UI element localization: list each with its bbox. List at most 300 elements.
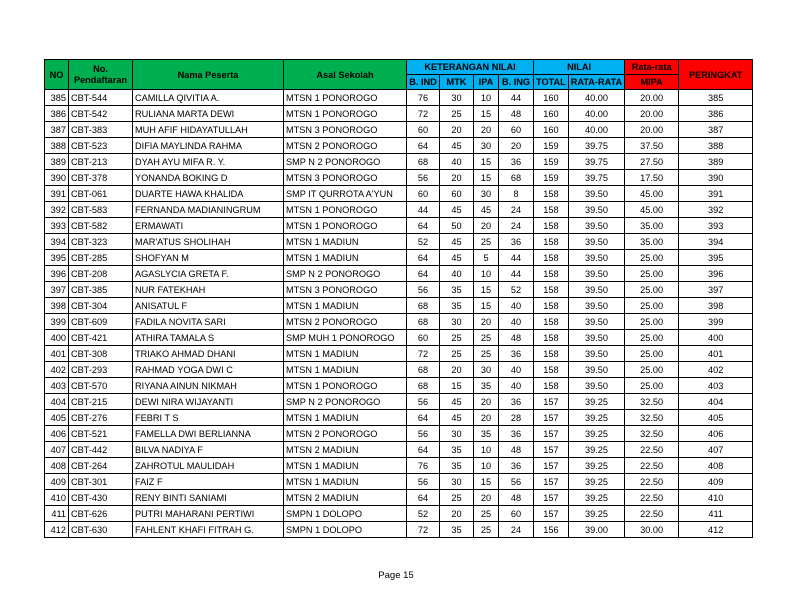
- cell-b-ind: 56: [407, 170, 440, 186]
- cell-rata-rata: 40.00: [568, 122, 624, 138]
- cell-asal-sekolah: MTSN 1 PONOROGO: [284, 90, 407, 106]
- cell-rata-rata: 39.50: [568, 378, 624, 394]
- table-row: [45, 234, 753, 250]
- cell-nama-peserta: FAHLENT KHAFI FITRAH G.: [133, 522, 284, 538]
- cell-b-ing: 24: [499, 218, 534, 234]
- cell-total: 157: [534, 458, 569, 474]
- cell-total: 158: [534, 314, 569, 330]
- cell-no: 387: [45, 122, 69, 138]
- cell-nama-peserta: DEWI NIRA WIJAYANTI: [133, 394, 284, 410]
- cell-mtk: 20: [440, 362, 474, 378]
- cell-total: 160: [534, 106, 569, 122]
- cell-b-ind: 52: [407, 234, 440, 250]
- table-row: [45, 90, 753, 106]
- cell-peringkat: 404: [679, 394, 753, 410]
- cell-no: 393: [45, 218, 69, 234]
- cell-asal-sekolah: MTSN 1 MADIUN: [284, 362, 407, 378]
- cell-mtk: 45: [440, 234, 474, 250]
- cell-mtk: 25: [440, 330, 474, 346]
- cell-b-ind: 72: [407, 346, 440, 362]
- cell-asal-sekolah: MTSN 1 PONOROGO: [284, 378, 407, 394]
- page-number: Page 15: [378, 570, 414, 581]
- cell-total: 158: [534, 330, 569, 346]
- cell-no: 411: [45, 506, 69, 522]
- cell-peringkat: 407: [679, 442, 753, 458]
- cell-no: 408: [45, 458, 69, 474]
- cell-total: 157: [534, 474, 569, 490]
- cell-ipa: 25: [474, 330, 499, 346]
- table-row: [45, 426, 753, 442]
- cell-no-pendaftaran: CBT-293: [69, 362, 133, 378]
- cell-asal-sekolah: MTSN 3 PONOROGO: [284, 170, 407, 186]
- cell-total: 157: [534, 442, 569, 458]
- cell-rata-rata: 39.50: [568, 218, 624, 234]
- table-row: [45, 106, 753, 122]
- cell-b-ing: 36: [499, 458, 534, 474]
- cell-ipa: 15: [474, 282, 499, 298]
- cell-peringkat: 387: [679, 122, 753, 138]
- cell-mtk: 25: [440, 346, 474, 362]
- cell-peringkat: 388: [679, 138, 753, 154]
- cell-no-pendaftaran: CBT-583: [69, 202, 133, 218]
- cell-total: 160: [534, 122, 569, 138]
- cell-rata-rata: 39.75: [568, 170, 624, 186]
- cell-nama-peserta: ATHIRA TAMALA S: [133, 330, 284, 346]
- cell-b-ing: 52: [499, 282, 534, 298]
- cell-asal-sekolah: SMP N 2 PONOROGO: [284, 154, 407, 170]
- cell-no-pendaftaran: CBT-378: [69, 170, 133, 186]
- table-row: [45, 490, 753, 506]
- cell-total: 158: [534, 186, 569, 202]
- cell-asal-sekolah: MTSN 2 PONOROGO: [284, 314, 407, 330]
- cell-rata-rata: 39.25: [568, 490, 624, 506]
- cell-b-ing: 36: [499, 346, 534, 362]
- cell-asal-sekolah: SMPN 1 DOLOPO: [284, 522, 407, 538]
- cell-b-ind: 56: [407, 426, 440, 442]
- cell-b-ind: 64: [407, 266, 440, 282]
- cell-b-ing: 8: [499, 186, 534, 202]
- table-row: [45, 170, 753, 186]
- cell-total: 158: [534, 202, 569, 218]
- cell-no-pendaftaran: CBT-385: [69, 282, 133, 298]
- cell-no: 403: [45, 378, 69, 394]
- cell-total: 157: [534, 506, 569, 522]
- header-rata-rata-mipa-bottom: MIPA: [625, 75, 679, 90]
- header-keterangan-nilai: KETERANGAN NILAI: [407, 60, 534, 75]
- cell-mtk: 20: [440, 122, 474, 138]
- cell-b-ind: 64: [407, 442, 440, 458]
- cell-rata-rata: 39.50: [568, 362, 624, 378]
- cell-b-ind: 60: [407, 122, 440, 138]
- cell-rata-rata-mipa: 45.00: [625, 186, 679, 202]
- header-peringkat: PERINGKAT: [679, 60, 753, 90]
- cell-rata-rata: 39.50: [568, 282, 624, 298]
- cell-no-pendaftaran: CBT-061: [69, 186, 133, 202]
- cell-b-ing: 60: [499, 122, 534, 138]
- cell-no: 395: [45, 250, 69, 266]
- cell-total: 158: [534, 346, 569, 362]
- cell-b-ing: 40: [499, 378, 534, 394]
- cell-ipa: 10: [474, 266, 499, 282]
- cell-peringkat: 394: [679, 234, 753, 250]
- cell-b-ind: 64: [407, 490, 440, 506]
- cell-nama-peserta: RENY BINTI SANIAMI: [133, 490, 284, 506]
- cell-peringkat: 403: [679, 378, 753, 394]
- cell-no-pendaftaran: CBT-523: [69, 138, 133, 154]
- cell-rata-rata-mipa: 25.00: [625, 346, 679, 362]
- cell-total: 157: [534, 394, 569, 410]
- cell-peringkat: 391: [679, 186, 753, 202]
- cell-no: 390: [45, 170, 69, 186]
- header-row-top: [45, 60, 753, 75]
- cell-no-pendaftaran: CBT-308: [69, 346, 133, 362]
- cell-b-ing: 44: [499, 250, 534, 266]
- cell-asal-sekolah: MTSN 1 MADIUN: [284, 298, 407, 314]
- cell-mtk: 25: [440, 490, 474, 506]
- cell-no: 398: [45, 298, 69, 314]
- table-row: [45, 154, 753, 170]
- cell-no-pendaftaran: CBT-544: [69, 90, 133, 106]
- cell-rata-rata: 39.50: [568, 266, 624, 282]
- cell-total: 158: [534, 218, 569, 234]
- cell-peringkat: 393: [679, 218, 753, 234]
- cell-peringkat: 401: [679, 346, 753, 362]
- cell-no: 412: [45, 522, 69, 538]
- cell-ipa: 35: [474, 378, 499, 394]
- cell-ipa: 20: [474, 410, 499, 426]
- cell-b-ing: 36: [499, 154, 534, 170]
- cell-no-pendaftaran: CBT-430: [69, 490, 133, 506]
- cell-asal-sekolah: SMP N 2 PONOROGO: [284, 394, 407, 410]
- cell-nama-peserta: PUTRI MAHARANI PERTIWI: [133, 506, 284, 522]
- cell-asal-sekolah: MTSN 1 MADIUN: [284, 474, 407, 490]
- cell-nama-peserta: FADILA NOVITA SARI: [133, 314, 284, 330]
- cell-nama-peserta: TRIAKO AHMAD DHANI: [133, 346, 284, 362]
- table-row: [45, 186, 753, 202]
- cell-nama-peserta: FERNANDA MADIANINGRUM: [133, 202, 284, 218]
- cell-rata-rata: 39.25: [568, 410, 624, 426]
- cell-b-ind: 72: [407, 522, 440, 538]
- cell-b-ind: 64: [407, 410, 440, 426]
- cell-rata-rata-mipa: 37.50: [625, 138, 679, 154]
- cell-b-ind: 60: [407, 330, 440, 346]
- table-row: [45, 250, 753, 266]
- cell-rata-rata-mipa: 45.00: [625, 202, 679, 218]
- table-row: [45, 298, 753, 314]
- cell-b-ind: 44: [407, 202, 440, 218]
- cell-b-ind: 68: [407, 314, 440, 330]
- cell-no-pendaftaran: CBT-421: [69, 330, 133, 346]
- cell-no: 399: [45, 314, 69, 330]
- cell-ipa: 20: [474, 394, 499, 410]
- cell-peringkat: 389: [679, 154, 753, 170]
- cell-peringkat: 412: [679, 522, 753, 538]
- cell-rata-rata: 39.50: [568, 330, 624, 346]
- cell-b-ing: 56: [499, 474, 534, 490]
- cell-no-pendaftaran: CBT-276: [69, 410, 133, 426]
- cell-ipa: 30: [474, 186, 499, 202]
- cell-no-pendaftaran: CBT-264: [69, 458, 133, 474]
- cell-mtk: 35: [440, 458, 474, 474]
- cell-no-pendaftaran: CBT-301: [69, 474, 133, 490]
- cell-ipa: 15: [474, 298, 499, 314]
- table-row: [45, 282, 753, 298]
- cell-rata-rata: 39.75: [568, 138, 624, 154]
- table-row: [45, 378, 753, 394]
- cell-nama-peserta: RAHMAD YOGA DWI C: [133, 362, 284, 378]
- cell-no: 405: [45, 410, 69, 426]
- cell-b-ing: 36: [499, 234, 534, 250]
- cell-ipa: 10: [474, 458, 499, 474]
- cell-no-pendaftaran: CBT-285: [69, 250, 133, 266]
- cell-asal-sekolah: SMP N 2 PONOROGO: [284, 266, 407, 282]
- cell-asal-sekolah: MTSN 2 MADIUN: [284, 442, 407, 458]
- cell-total: 158: [534, 378, 569, 394]
- cell-nama-peserta: ANISATUL F: [133, 298, 284, 314]
- cell-b-ing: 68: [499, 170, 534, 186]
- cell-rata-rata-mipa: 25.00: [625, 250, 679, 266]
- cell-mtk: 20: [440, 506, 474, 522]
- cell-no: 389: [45, 154, 69, 170]
- cell-b-ing: 48: [499, 490, 534, 506]
- cell-mtk: 30: [440, 90, 474, 106]
- cell-rata-rata: 39.25: [568, 506, 624, 522]
- cell-nama-peserta: MUH AFIF HIDAYATULLAH: [133, 122, 284, 138]
- cell-no-pendaftaran: CBT-442: [69, 442, 133, 458]
- cell-ipa: 25: [474, 522, 499, 538]
- cell-rata-rata-mipa: 32.50: [625, 410, 679, 426]
- header-ipa: IPA: [474, 75, 499, 90]
- cell-b-ind: 76: [407, 90, 440, 106]
- cell-no-pendaftaran: CBT-630: [69, 522, 133, 538]
- cell-no-pendaftaran: CBT-383: [69, 122, 133, 138]
- cell-nama-peserta: RIYANA AINUN NIKMAH: [133, 378, 284, 394]
- cell-total: 160: [534, 90, 569, 106]
- cell-rata-rata-mipa: 25.00: [625, 298, 679, 314]
- cell-nama-peserta: FAMELLA DWI BERLIANNA: [133, 426, 284, 442]
- table-row: [45, 410, 753, 426]
- cell-b-ing: 60: [499, 506, 534, 522]
- cell-rata-rata-mipa: 25.00: [625, 330, 679, 346]
- cell-ipa: 10: [474, 90, 499, 106]
- table-row: [45, 266, 753, 282]
- cell-b-ing: 36: [499, 426, 534, 442]
- cell-no: 406: [45, 426, 69, 442]
- cell-b-ing: 28: [499, 410, 534, 426]
- cell-nama-peserta: MAR'ATUS SHOLIHAH: [133, 234, 284, 250]
- cell-b-ing: 48: [499, 330, 534, 346]
- cell-b-ind: 72: [407, 106, 440, 122]
- cell-no-pendaftaran: CBT-542: [69, 106, 133, 122]
- cell-peringkat: 408: [679, 458, 753, 474]
- cell-ipa: 25: [474, 346, 499, 362]
- cell-asal-sekolah: MTSN 1 PONOROGO: [284, 202, 407, 218]
- cell-asal-sekolah: SMP MUH 1 PONOROGO: [284, 330, 407, 346]
- cell-rata-rata: 39.50: [568, 250, 624, 266]
- cell-mtk: 25: [440, 106, 474, 122]
- cell-b-ind: 52: [407, 506, 440, 522]
- cell-rata-rata-mipa: 25.00: [625, 314, 679, 330]
- cell-mtk: 45: [440, 410, 474, 426]
- table-row: [45, 314, 753, 330]
- cell-total: 158: [534, 362, 569, 378]
- cell-rata-rata-mipa: 22.50: [625, 458, 679, 474]
- cell-ipa: 30: [474, 362, 499, 378]
- cell-mtk: 45: [440, 202, 474, 218]
- cell-b-ing: 44: [499, 266, 534, 282]
- cell-mtk: 50: [440, 218, 474, 234]
- cell-mtk: 45: [440, 138, 474, 154]
- cell-asal-sekolah: MTSN 2 PONOROGO: [284, 138, 407, 154]
- cell-rata-rata: 39.75: [568, 154, 624, 170]
- cell-b-ing: 40: [499, 362, 534, 378]
- cell-asal-sekolah: MTSN 1 MADIUN: [284, 346, 407, 362]
- cell-b-ing: 40: [499, 314, 534, 330]
- table-row: [45, 506, 753, 522]
- cell-no: 388: [45, 138, 69, 154]
- cell-total: 158: [534, 266, 569, 282]
- cell-rata-rata: 40.00: [568, 106, 624, 122]
- header-nilai: NILAI: [534, 60, 625, 75]
- cell-ipa: 20: [474, 122, 499, 138]
- cell-rata-rata-mipa: 22.50: [625, 474, 679, 490]
- cell-no-pendaftaran: CBT-521: [69, 426, 133, 442]
- cell-peringkat: 395: [679, 250, 753, 266]
- cell-rata-rata: 39.50: [568, 346, 624, 362]
- cell-b-ind: 76: [407, 458, 440, 474]
- cell-mtk: 45: [440, 394, 474, 410]
- cell-rata-rata-mipa: 27.50: [625, 154, 679, 170]
- cell-rata-rata-mipa: 35.00: [625, 234, 679, 250]
- cell-rata-rata: 39.25: [568, 394, 624, 410]
- cell-mtk: 20: [440, 170, 474, 186]
- cell-rata-rata-mipa: 25.00: [625, 282, 679, 298]
- cell-b-ing: 36: [499, 394, 534, 410]
- cell-b-ing: 44: [499, 90, 534, 106]
- cell-ipa: 15: [474, 474, 499, 490]
- cell-nama-peserta: ZAHROTUL MAULIDAH: [133, 458, 284, 474]
- cell-b-ind: 68: [407, 362, 440, 378]
- cell-rata-rata: 39.50: [568, 202, 624, 218]
- cell-nama-peserta: NUR FATEKHAH: [133, 282, 284, 298]
- cell-asal-sekolah: MTSN 1 PONOROGO: [284, 106, 407, 122]
- cell-total: 158: [534, 234, 569, 250]
- cell-nama-peserta: BILVA NADIYA F: [133, 442, 284, 458]
- cell-ipa: 20: [474, 490, 499, 506]
- cell-rata-rata: 39.25: [568, 474, 624, 490]
- cell-total: 159: [534, 170, 569, 186]
- cell-b-ing: 48: [499, 106, 534, 122]
- cell-rata-rata-mipa: 25.00: [625, 362, 679, 378]
- cell-b-ind: 68: [407, 298, 440, 314]
- header-no-pendaftaran: No. Pendaftaran: [69, 60, 133, 90]
- cell-ipa: 15: [474, 154, 499, 170]
- cell-mtk: 35: [440, 298, 474, 314]
- cell-rata-rata-mipa: 22.50: [625, 490, 679, 506]
- cell-b-ind: 68: [407, 154, 440, 170]
- cell-b-ind: 56: [407, 282, 440, 298]
- cell-asal-sekolah: MTSN 3 PONOROGO: [284, 282, 407, 298]
- cell-no: 394: [45, 234, 69, 250]
- cell-nama-peserta: RULIANA MARTA DEWI: [133, 106, 284, 122]
- cell-no: 392: [45, 202, 69, 218]
- cell-rata-rata: 39.50: [568, 314, 624, 330]
- cell-peringkat: 411: [679, 506, 753, 522]
- cell-ipa: 35: [474, 426, 499, 442]
- cell-no: 410: [45, 490, 69, 506]
- cell-peringkat: 386: [679, 106, 753, 122]
- cell-asal-sekolah: SMP IT QURROTA A'YUN: [284, 186, 407, 202]
- cell-rata-rata-mipa: 25.00: [625, 378, 679, 394]
- cell-asal-sekolah: MTSN 1 MADIUN: [284, 410, 407, 426]
- table-row: [45, 330, 753, 346]
- cell-no: 397: [45, 282, 69, 298]
- cell-total: 158: [534, 250, 569, 266]
- table-row: [45, 218, 753, 234]
- cell-mtk: 30: [440, 474, 474, 490]
- cell-ipa: 25: [474, 506, 499, 522]
- cell-nama-peserta: YONANDA BOKING D: [133, 170, 284, 186]
- header-b-ing: B. ING: [499, 75, 534, 90]
- cell-b-ind: 56: [407, 474, 440, 490]
- cell-no-pendaftaran: CBT-304: [69, 298, 133, 314]
- cell-ipa: 25: [474, 234, 499, 250]
- cell-asal-sekolah: MTSN 1 PONOROGO: [284, 218, 407, 234]
- cell-mtk: 35: [440, 442, 474, 458]
- cell-no: 402: [45, 362, 69, 378]
- cell-ipa: 15: [474, 106, 499, 122]
- cell-no: 409: [45, 474, 69, 490]
- cell-rata-rata-mipa: 20.00: [625, 90, 679, 106]
- cell-mtk: 35: [440, 282, 474, 298]
- cell-rata-rata-mipa: 35.00: [625, 218, 679, 234]
- table-row: [45, 522, 753, 538]
- cell-b-ing: 20: [499, 138, 534, 154]
- cell-b-ind: 56: [407, 394, 440, 410]
- cell-rata-rata-mipa: 17.50: [625, 170, 679, 186]
- cell-mtk: 35: [440, 522, 474, 538]
- cell-nama-peserta: FAIZ F: [133, 474, 284, 490]
- table-row: [45, 122, 753, 138]
- cell-no-pendaftaran: CBT-582: [69, 218, 133, 234]
- cell-asal-sekolah: MTSN 3 PONOROGO: [284, 122, 407, 138]
- cell-no-pendaftaran: CBT-609: [69, 314, 133, 330]
- cell-rata-rata-mipa: 25.00: [625, 266, 679, 282]
- cell-total: 157: [534, 490, 569, 506]
- cell-b-ing: 24: [499, 522, 534, 538]
- cell-rata-rata: 39.50: [568, 298, 624, 314]
- cell-total: 159: [534, 154, 569, 170]
- cell-ipa: 20: [474, 314, 499, 330]
- cell-peringkat: 392: [679, 202, 753, 218]
- cell-ipa: 10: [474, 442, 499, 458]
- cell-mtk: 60: [440, 186, 474, 202]
- cell-rata-rata: 39.25: [568, 458, 624, 474]
- cell-rata-rata: 39.25: [568, 426, 624, 442]
- cell-ipa: 15: [474, 170, 499, 186]
- cell-peringkat: 410: [679, 490, 753, 506]
- cell-ipa: 45: [474, 202, 499, 218]
- cell-b-ind: 64: [407, 218, 440, 234]
- cell-peringkat: 396: [679, 266, 753, 282]
- header-nama-peserta: Nama Peserta: [133, 60, 284, 90]
- cell-peringkat: 390: [679, 170, 753, 186]
- cell-nama-peserta: SHOFYAN M: [133, 250, 284, 266]
- header-mtk: MTK: [440, 75, 474, 90]
- table-row: [45, 138, 753, 154]
- table-row: [45, 394, 753, 410]
- cell-b-ing: 24: [499, 202, 534, 218]
